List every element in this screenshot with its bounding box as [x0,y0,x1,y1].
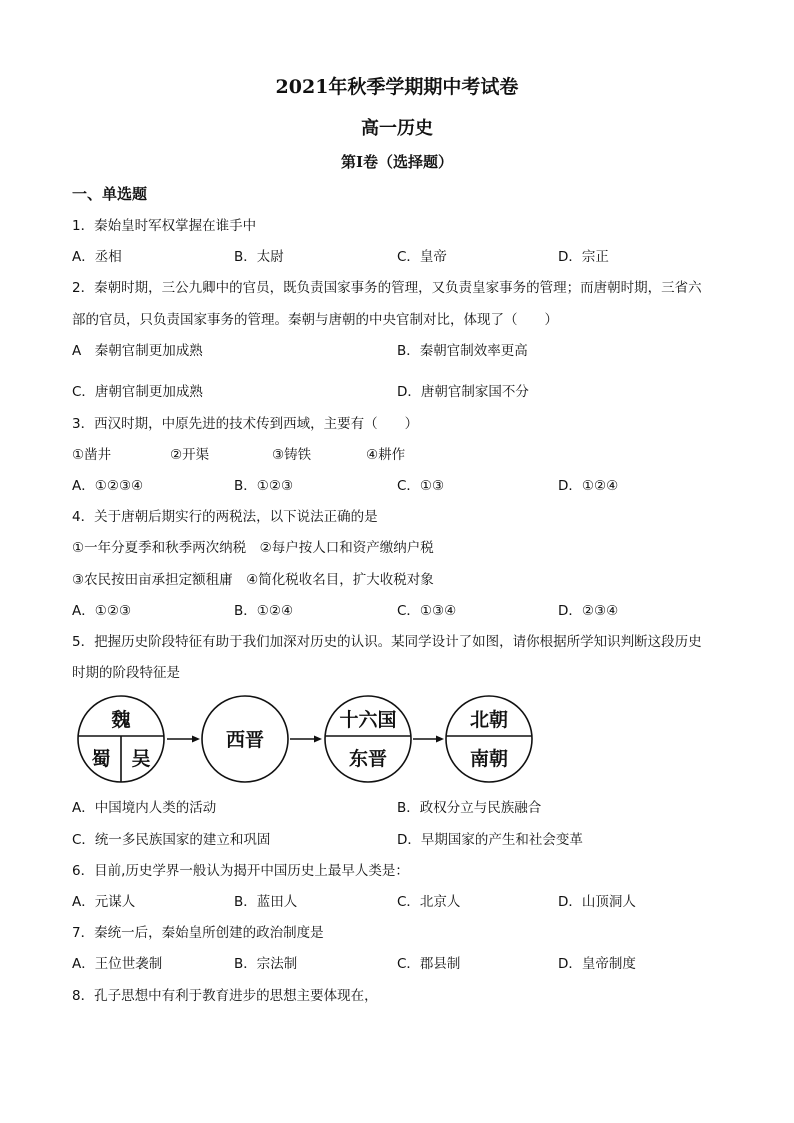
q3-option-d: D．①②④ [558,478,619,494]
question-5-stem-line1: 5．把握历史阶段特征有助于我们加深对历史的认识。某同学设计了如图，请你根据所学知识判断这段历史 [72,634,702,650]
label-eastern-jin: 东晋 [348,748,388,770]
arrowhead-1 [192,736,200,743]
question-8-stem: 8．孔子思想中有利于教育进步的思想主要体现在， [72,988,378,1004]
q4-items-line2: ③农民按田亩承担定额租庸 ④简化税收名目，扩大收税对象 [72,572,434,588]
q3-item-4: ④耕作 [366,447,406,463]
q7-option-c: C．郡县制 [397,956,461,972]
arrowhead-3 [436,736,444,743]
q3-option-b: B．①②③ [234,478,294,494]
question-7-stem: 7．秦统一后，秦始皇所创建的政治制度是 [72,925,324,941]
q3-item-1: ①凿井 [72,447,112,463]
label-shu: 蜀 [91,748,111,770]
q4-option-d: D．②③④ [558,603,619,619]
q4-option-c: C．①③④ [397,603,457,619]
q6-option-c: C．北京人 [397,894,461,910]
volume-title: 第Ⅰ卷（选择题） [340,153,454,171]
label-wei: 魏 [111,709,131,731]
q5-option-b: B．政权分立与民族融合 [397,800,542,816]
q1-option-d: D．宗正 [558,249,609,265]
q5-option-d: D．早期国家的产生和社会变革 [397,832,583,848]
q5-option-a: A．中国境内人类的活动 [72,800,217,816]
q2-option-b: B．秦朝官制效率更高 [397,343,528,359]
q7-option-d: D．皇帝制度 [558,956,636,972]
exam-title: 2021年秋季学期期中考试卷 [275,76,519,98]
q6-option-d: D．山顶洞人 [558,894,636,910]
q3-item-3: ③铸铁 [272,447,312,463]
label-northern-dynasties: 北朝 [469,709,509,731]
q5-option-c: C．统一多民族国家的建立和巩固 [72,832,271,848]
q2-option-a: A 秦朝官制更加成熟 [72,343,203,359]
arrowhead-2 [314,736,322,743]
label-southern-dynasties: 南朝 [469,748,509,770]
q4-option-b: B．①②④ [234,603,294,619]
q6-option-b: B．蓝田人 [234,894,298,910]
q2-option-c: C．唐朝官制更加成熟 [72,384,203,400]
q1-option-b: B．太尉 [234,249,284,265]
q3-option-a: A．①②③④ [72,478,144,494]
question-2-stem-line1: 2．秦朝时期，三公九卿中的官员，既负责国家事务的管理，又负责皇家事务的管理；而唐朝时期，三省六 [72,280,702,296]
question-5-stem-line2: 时期的阶段特征是 [72,665,180,681]
dynasty-diagram [74,692,534,787]
q1-option-c: C．皇帝 [397,249,447,265]
q4-option-a: A．①②③ [72,603,132,619]
q6-option-a: A．元谋人 [72,894,136,910]
q7-option-a: A．王位世袭制 [72,956,163,972]
question-6-stem: 6．目前,历史学界一般认为揭开中国历史上最早人类是： [72,863,409,879]
q7-option-b: B．宗法制 [234,956,298,972]
subject-title: 高一历史 [361,118,433,139]
q2-option-d: D．唐朝官制家国不分 [397,384,529,400]
label-sixteen-kingdoms: 十六国 [339,709,397,731]
question-1-stem: 1．秦始皇时军权掌握在谁手中 [72,218,257,234]
question-3-stem: 3．西汉时期，中原先进的技术传到西域，主要有（ ） [72,416,419,432]
label-wu: 吴 [131,748,151,770]
q3-item-2: ②开渠 [170,447,210,463]
label-western-jin: 西晋 [225,729,265,751]
question-4-stem: 4．关于唐朝后期实行的两税法，以下说法正确的是 [72,509,378,525]
question-2-stem-line2: 部的官员，只负责国家事务的管理。秦朝与唐朝的中央官制对比，体现了（ ） [72,312,558,328]
q1-option-a: A．丞相 [72,249,122,265]
section-heading: 一、单选题 [72,185,148,203]
q4-items-line1: ①一年分夏季和秋季两次纳税 ②每户按人口和资产缴纳户税 [72,540,434,556]
q3-option-c: C．①③ [397,478,445,494]
